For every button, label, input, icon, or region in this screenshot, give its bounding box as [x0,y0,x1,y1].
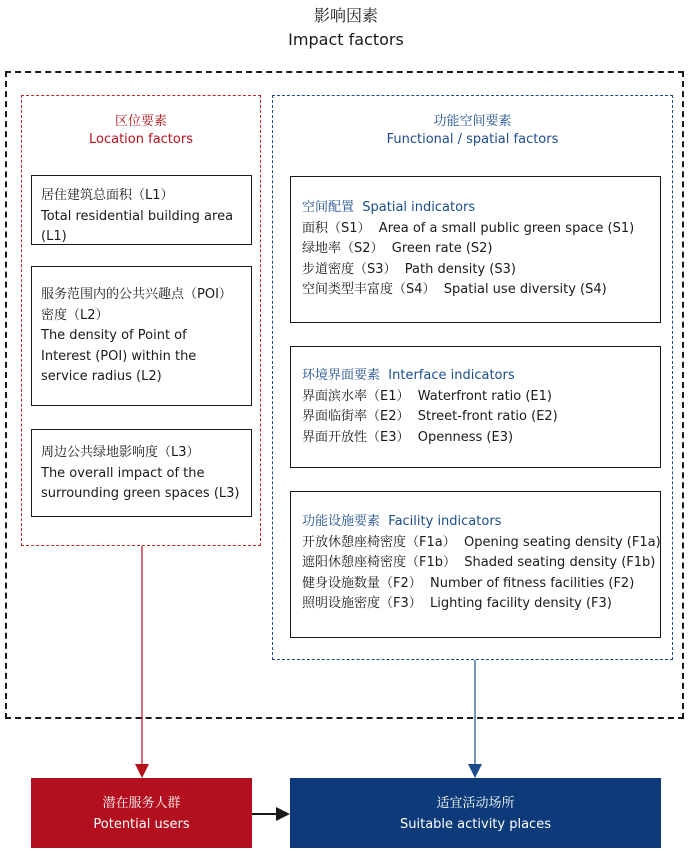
indicator-f3: 照明设施密度（F3） Lighting facility density (F3) [302,596,612,612]
location-item-l1-cn: 居住建筑总面积（L1） [41,188,174,203]
spatial-group-title-en: Spatial indicators [362,200,476,215]
interface-group-title-cn: 环境界面要素 [302,368,381,383]
suitable-places-cn: 适宜活动场所 [436,796,515,811]
location-item-l3-cn: 周边公共绿地影响度（L3） [41,445,200,460]
potential-users-box [31,778,252,848]
potential-users-en: Potential users [93,817,190,832]
users-to-places-arrowhead [276,807,290,821]
indicator-e3: 界面开放性（E3） Openness (E3) [302,429,514,445]
interface-group-title-en: Interface indicators [388,368,515,383]
location-to-users-arrowhead [135,764,149,778]
location-item-l3-en: The overall impact of the surrounding green spaces (L3) [41,465,240,502]
indicator-e2: 界面临街率（E2） Street-front ratio (E2) [302,409,558,425]
facility-group-title-en: Facility indicators [388,514,502,529]
functional-to-places-arrowhead [468,764,482,778]
potential-users-cn: 潜在服务人群 [102,796,181,811]
location-item-l2-en: The density of Point of Interest (POI) within the service radius (L2) [41,328,197,385]
indicator-s2: 绿地率（S2） Green rate (S2) [302,241,493,257]
location-item-l2-cn: 服务范围内的公共兴趣点（POI）密度（L2） [41,287,232,323]
spatial-group-title-cn: 空间配置 [302,200,355,215]
location-item-l1-en: Total residential building area (L1) [41,208,234,245]
indicator-s3: 步道密度（S3） Path density (S3) [302,261,516,277]
indicator-f1b: 遮阳休憩座椅密度（F1b） Shaded seating density (F1b) [302,555,656,571]
indicator-s1: 面积（S1） Area of a small public green space (S1) [302,220,635,236]
diagram-title-en: Impact factors [288,30,404,49]
suitable-places-en: Suitable activity places [400,817,551,832]
functional-heading-en: Functional / spatial factors [386,132,559,147]
suitable-places-box [290,778,661,848]
diagram-title-cn: 影响因素 [313,6,378,25]
indicator-f1a: 开放休憩座椅密度（F1a） Opening seating density (F1a) [302,534,661,550]
location-heading-cn: 区位要素 [114,114,167,129]
indicator-f2: 健身设施数量（F2） Number of fitness facilities (F2) [302,575,635,591]
facility-group-title-cn: 功能设施要素 [302,514,381,529]
functional-heading-cn: 功能空间要素 [433,114,512,129]
location-heading-en: Location factors [89,132,193,147]
indicator-s4: 空间类型丰富度（S4） Spatial use diversity (S4) [302,282,607,298]
indicator-e1: 界面滨水率（E1） Waterfront ratio (E1) [302,388,552,404]
